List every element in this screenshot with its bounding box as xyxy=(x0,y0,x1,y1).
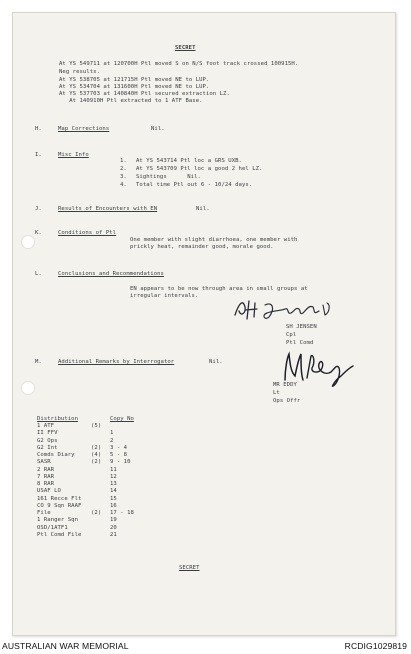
section-value: Nil. xyxy=(209,359,223,365)
signatory-rank: Lt xyxy=(273,390,280,396)
distribution-recipient: USAF LO xyxy=(37,488,61,495)
item-number: 3. xyxy=(120,174,127,180)
signatory-role: Ptl Comd xyxy=(286,340,314,346)
distribution-copy-no: 21 xyxy=(110,531,117,538)
distribution-recipient: G2 Ops xyxy=(37,437,58,444)
section-title: Misc Info xyxy=(58,152,89,158)
item-number: 1. xyxy=(120,158,127,164)
distribution-recipient: CO 9 Sqn RAAF xyxy=(37,502,82,509)
item-text: Sightings Nil. xyxy=(136,174,201,180)
signatory-role: Ops Offr xyxy=(273,398,301,404)
distribution-recipient: 8 RAR xyxy=(37,481,55,487)
preamble-line: At YS 538705 at 121715H Ptl moved NE to LUP. xyxy=(59,77,210,83)
section-line: One member with slight diarrhoea, one member with xyxy=(130,237,298,243)
section-title: Additional Remarks by Interrogator xyxy=(58,359,175,365)
section-letter: M. xyxy=(35,359,42,365)
distribution-count: (2) xyxy=(91,510,102,516)
distribution-copy-no: 19 xyxy=(110,517,117,524)
signatory-rank: Cpl xyxy=(286,332,297,338)
distribution-copy-no: 20 xyxy=(110,524,117,531)
section-title: Conclusions and Recommendations xyxy=(58,271,164,277)
distribution-count: (4) xyxy=(91,452,102,458)
distribution-recipient: 2 RAR xyxy=(37,466,55,473)
footer-record-id: RCDIG1029819 xyxy=(344,641,407,651)
item-text: Total time Ptl out 6 - 10/24 days. xyxy=(136,182,253,188)
punch-hole xyxy=(21,381,35,395)
handwritten-signature-1 xyxy=(229,293,341,325)
distribution-recipient: 1 ATF xyxy=(37,423,55,429)
distribution-recipient: File xyxy=(37,510,51,516)
section-value: Nil. xyxy=(196,206,210,212)
section-letter: J. xyxy=(35,206,42,212)
section-title: Conditions of Ptl xyxy=(58,230,117,236)
item-number: 2. xyxy=(120,166,127,172)
copy-no-heading: Copy No xyxy=(110,416,134,422)
section-letter: K. xyxy=(35,230,42,236)
distribution-copy-no: 17 - 18 xyxy=(110,510,134,516)
preamble-line: At 140910H Ptl extracted to 1 ATF Base. xyxy=(59,98,203,104)
footer-archive-name: AUSTRALIAN WAR MEMORIAL xyxy=(2,641,129,651)
section-title: Map Corrections xyxy=(58,126,110,132)
distribution-recipient: II FFV xyxy=(37,430,58,437)
classification-bottom: SECRET xyxy=(179,565,200,571)
distribution-copy-no: 15 xyxy=(110,495,117,502)
section-line: EN appears to be now through area in small groups at xyxy=(130,286,308,292)
distribution-count: (2) xyxy=(91,444,102,451)
distribution-recipient: SASR xyxy=(37,459,51,466)
distribution-recipient: 7 RAR xyxy=(37,473,55,480)
distribution-copy-no: 11 xyxy=(110,466,117,473)
punch-hole xyxy=(21,235,35,249)
preamble-line: At YS 549711 at 120700H Ptl moved S on N/S foot track crossed 100915H. xyxy=(59,61,299,67)
distribution-copy-no: 12 xyxy=(110,473,117,480)
section-letter: H. xyxy=(35,126,42,132)
signatory-name: SH JENSEN xyxy=(286,324,317,330)
section-line: irregular intervals. xyxy=(130,293,199,299)
preamble-line: Neg results. xyxy=(59,69,101,75)
distribution-copy-no: 3 - 4 xyxy=(110,444,128,451)
distribution-count: (5) xyxy=(91,423,102,429)
item-number: 4. xyxy=(120,182,127,188)
distribution-copy-no: 5 - 8 xyxy=(110,452,128,458)
distribution-count: (2) xyxy=(91,459,102,466)
section-letter: I. xyxy=(35,152,42,158)
signatory-name: MR EDDY xyxy=(273,382,297,388)
distribution-recipient: 161 Recce Flt xyxy=(37,495,82,502)
classification-top: SECRET xyxy=(175,45,196,51)
distribution-recipient: 1 Ranger Sqn xyxy=(37,517,79,524)
preamble-line: At YS 537703 at 140840H Ptl secured extraction LZ. xyxy=(59,91,230,97)
section-line: prickly heat, remainder good, morale good. xyxy=(130,244,274,250)
distribution-copy-no: 14 xyxy=(110,488,117,495)
section-letter: L. xyxy=(35,271,42,277)
distribution-copy-no: 1 xyxy=(110,430,114,437)
section-value: Nil. xyxy=(151,126,165,132)
distribution-copy-no: 9 - 10 xyxy=(110,459,131,466)
item-text: At YS 543714 Ptl loc a GRS UXB. xyxy=(136,158,242,164)
distribution-copy-no: 13 xyxy=(110,481,117,487)
distribution-recipient: Ptl Comd File xyxy=(37,531,82,538)
distribution-copy-no: 2 xyxy=(110,437,114,444)
item-text: At YS 543709 Ptl loc a good 2 hel LZ. xyxy=(136,166,263,172)
distribution-recipient: Comds Diary xyxy=(37,452,75,458)
document-page xyxy=(12,12,396,636)
distribution-recipient: G2 Int xyxy=(37,444,58,451)
preamble-line: At YS 534704 at 131600H Ptl moved NE to LUP. xyxy=(59,84,210,90)
distribution-heading: Distribution xyxy=(37,416,79,422)
section-title: Results of Encounters with EN xyxy=(58,206,158,212)
distribution-recipient: OSD/1ATF1 xyxy=(37,524,68,531)
distribution-copy-no: 16 xyxy=(110,502,117,509)
